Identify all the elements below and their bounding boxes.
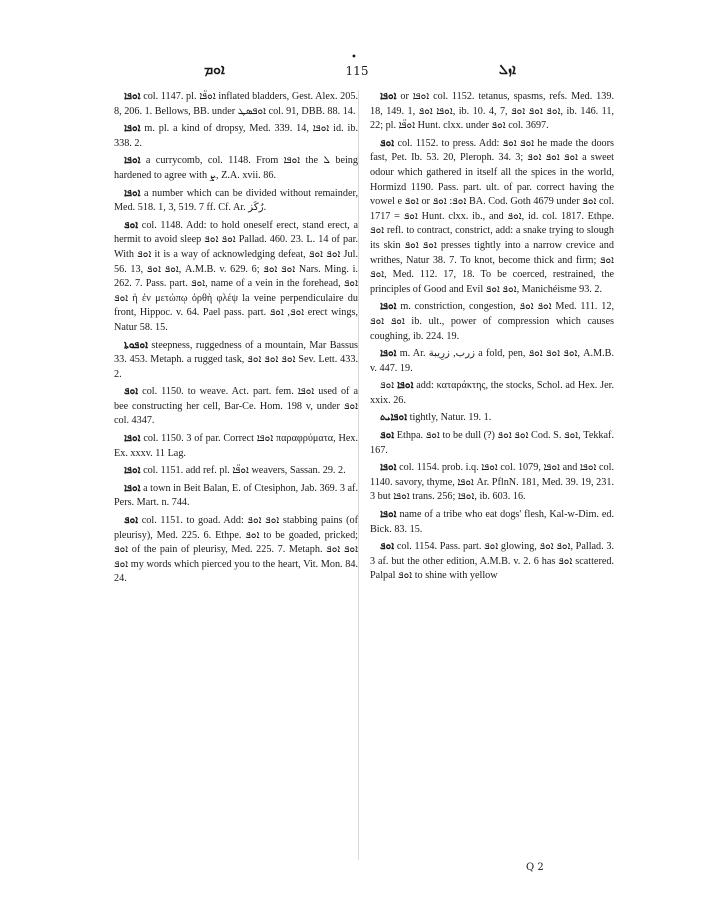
entry-headword: ܐܘܦܐ: [380, 348, 397, 360]
entry-text: m. pl. a kind of dropsy, Med. 339. 14, ܐܘܦܐ id. ib. 338. 2.: [114, 123, 358, 149]
dictionary-entry: [114, 154, 358, 183]
page-header: [112, 62, 602, 84]
entry-headword: ܐܘܦܐ: [124, 187, 141, 199]
entry-headword: ܐܘܦ: [380, 137, 395, 149]
entry-headword: ܐܘܦܐ: [124, 91, 141, 102]
entry-headword: ܐܘܦ: [124, 219, 139, 231]
left-column: [114, 90, 358, 590]
entry-headword: ܐܘܦܐ: [396, 380, 414, 392]
dictionary-entry: [114, 464, 358, 479]
dictionary-entry: [370, 300, 614, 344]
entry-text: col. 1152. to press. Add: ܐܘܦ ܐܘܦ he made the doors fast, Pet. Ib. 53. 20, Pleroph. 34. 3; ܐܘܦ ܐܘܦ ܐܘܦ a sweet odour which gathered in itself all the spices in the world, Hormizd 1190. Pass. part. ult. of par. correct having the vowel e ܐܘܦ or ܐܘܦ: ܐܘܦ BA. Cod. Goth 4679 under ܐܘܦ col. 1717 = ܐܘܦ Hunt. clxx. ib., and ܐܘܦ, id. col. 1817. Ethpe. ܐܘܦ refl. to contract, constrict, add: a snake trying to slough its skin ܐܘܦ ܐܘܦ presses tightly into a narrow crevice and writhes, Natur 38. 7. To knot, become thick and firm; ܐܘܦ ܐܘܦ, Med. 112. 17, 18. To be coerced, restrained, the principles of Good and Evil ܐܘܦ ܐܘܦ, Manichéisme 93. 2.: [370, 137, 615, 295]
entry-headword: ܐܘܦܐ: [124, 155, 141, 167]
entry-headword: ܐܘܦܐ: [124, 433, 141, 445]
entry-text: name of a tribe who eat dogs' flesh, Kal-w-Dim. ed. Bick. 83. 15.: [370, 509, 614, 535]
dictionary-entry: [370, 429, 614, 458]
entry-headword: ܐܘܦܐܝܬ: [380, 412, 408, 424]
column-divider: [358, 90, 359, 860]
entry-text: a town in Beit Balan, E. of Ctesiphon, Jab. 369. 3 af. Pers. Mart. n. 744.: [114, 482, 358, 509]
entry-text: col. 1150. to weave. Act. part. fem. ܐܘܦܐ used of a bee constructing her cell, Bar-Ce. Hom. 198 v, under ܐܘܦ col. 4347.: [114, 386, 358, 427]
entry-text: col. 1147. pl. ܐܘܦ̈ܐ inflated bladders, Gest. Alex. 205. 8, 206. 1. Bellows, BB. under ܐܘܦܣܛ col. 91, DBB. 88. 14.: [114, 91, 359, 117]
entry-text: col. 1151. to goad. Add: ܐܘܦ ܐܘܦ stabbing pains (of pleurisy), Med. 225. 6. Ethpe. ܐܘܦ to be goaded, pricked; ܐܘܦ of the pain of pleurisy, Med. 225. 7. Metaph. ܐܘܦ ܐܘܦ ܐܘܦ my words which pierced you to the heart, Vit. Mon. 84. 24.: [114, 515, 359, 585]
dictionary-entry: [114, 514, 358, 587]
entry-text: col. 1148. Add: to hold oneself erect, stand erect, a hermit to avoid sleep ܐܘܦ ܐܘܦ Pallad. 460. 23. L. 14 of par. With ܐܘܦ it is a way of acknowledging defeat, ܐܘܦ ܐܘܦ Jul. 56. 13, ܐܘܦ ܐܘܦ, A.M.B. v. 629. 6; ܐܘܦ ܐܘܦ Nars. Ming. i. 262. 7. Pass. part. ܐܘܦ, name of a vein in the forehead, ܐܘܦ ܐܘܦ ἡ ἐν μετώπῳ ὀρθὴ φλέψ la veine perpendiculaire du front, Hippoc. v. 64. Pael pass. part. ܐܘܦ, ܐܘܦ erect wings, Natur 58. 15.: [114, 219, 359, 333]
dictionary-entry: [370, 347, 614, 376]
dictionary-entry: [114, 339, 358, 383]
dictionary-entry: [114, 122, 358, 151]
entry-headword: ܐܘܦܐ: [380, 509, 397, 521]
entry-headword: ܐܘܦܐ: [124, 482, 141, 494]
page-number: 115: [345, 64, 369, 78]
entry-text: col. 1154. Pass. part. ܐܘܦ glowing, ܐܘܦ ܐܘܦ, Pallad. 3. 3 af. but the other edition, A.M.B. v. 2. 6 has ܐܘܦ scattered. Palpal ܐܘܦ to shine with yellow: [370, 541, 614, 582]
dictionary-entry: [114, 482, 358, 511]
entry-text: col. 1150. 3 of par. Correct ܐܘܦܐ παραφρύματα, Hex. Ex. xxxv. 11 Lag.: [114, 433, 359, 459]
entry-headword: ܐܘܦ: [380, 430, 395, 442]
dictionary-entry: [370, 379, 614, 408]
entry-text: a number which can be divided without remainder, Med. 518. 1, 3, 519. 7 ff. Cf. Ar. رُكَز.: [114, 187, 358, 214]
dictionary-entry: [370, 90, 614, 134]
entry-text: ܐܘܦ add: καταράκτης, the stocks, Schol. ad Hex. Jer. xxix. 26.: [370, 380, 615, 406]
entry-headword: ܐܘܦܐ: [124, 123, 141, 135]
entry-text: Ethpa. ܐܘܦ to be dull (?) ܐܘܦ ܐܘܦ Cod. S. ܐܘܦ, Tekkaf. 167.: [370, 430, 614, 456]
dictionary-entry: [114, 385, 358, 429]
dictionary-entry: [370, 461, 614, 505]
dictionary-entry: [114, 432, 358, 461]
running-head-left: ܐܘܡ: [204, 62, 225, 78]
dictionary-entry: [370, 508, 614, 537]
entry-headword: ܐܘܦܘܬܐ: [124, 339, 148, 351]
entry-headword: ܐܘܦܐ: [380, 462, 397, 474]
entry-text: tightly, Natur. 19. 1.: [409, 412, 492, 424]
entry-headword: ܐܘܦ: [380, 541, 395, 553]
dictionary-entry: [370, 137, 614, 298]
entry-text: m. Ar. زرب, زرِيبة a fold, pen, ܐܘܦ ܐܘܦ ܐܘܦ, A.M.B. v. 447. 19.: [370, 348, 614, 374]
top-mark: •: [351, 52, 357, 63]
entry-headword: ܐܘܦܐ: [124, 465, 141, 477]
dictionary-entry: [370, 540, 614, 584]
right-column: [370, 90, 614, 587]
signature-mark: Q 2: [526, 862, 544, 873]
dictionary-entry: [370, 411, 614, 426]
dictionary-entry: [114, 90, 358, 119]
running-head-right: ܐܙܠ: [498, 62, 516, 78]
entry-text: a currycomb, col. 1148. From ܐܘܦܐ the ܠ being hardened to agree with ܨ, Z.A. xvii. 86.: [114, 155, 358, 181]
dictionary-entry: [114, 187, 358, 216]
entry-text: col. 1151. add ref. pl. ܐܘܦ̈ܐ weavers, Sassan. 29. 2.: [143, 465, 346, 477]
entry-headword: ܐܘܦ: [124, 386, 139, 398]
entry-headword: ܐܘܦ: [124, 515, 139, 527]
entry-text: or ܐܘܦܐ col. 1152. tetanus, spasms, refs. Med. 139. 18, 149. 1, ܐܘܦܐ ܐܘܦ, ib. 10. 4, 7, ܐܘܦ ܐܘܦ ܐܘܦ, ib. 146. 11, 22; pl. ܐܘܦ̈ܐ Hunt. clxx. under ܐܘܦ col. 3697.: [370, 91, 615, 132]
entry-text: m. constriction, congestion, ܐܘܦ ܐܘܦ Med. 111. 12, ܐܘܦ ܐܘܦ ib. ult., power of compression which causes coughing, ib. 224. 19.: [370, 301, 614, 342]
entry-text: steepness, ruggedness of a mountain, Mar Bassus 33. 453. Metaph. a rugged task, ܐܘܦ ܐܘܦ ܐܘܦ Sev. Lett. 433. 2.: [114, 339, 359, 380]
dictionary-entry: [114, 219, 358, 336]
entry-text: col. 1154. prob. i.q. ܐܘܦܐ col. 1079, ܐܘܦܐ and ܐܘܦܐ col. 1140. savory, thyme, ܐܘܦܐ Ar. PflnN. 181, Med. 39. 19, 231. 3 but ܐܘܦܐ trans. 256; ܐܘܦܐ, ib. 603. 16.: [370, 462, 615, 503]
entry-headword: ܐܘܦܐ: [380, 301, 397, 313]
entry-headword: ܐܘܦܐ: [380, 91, 397, 102]
